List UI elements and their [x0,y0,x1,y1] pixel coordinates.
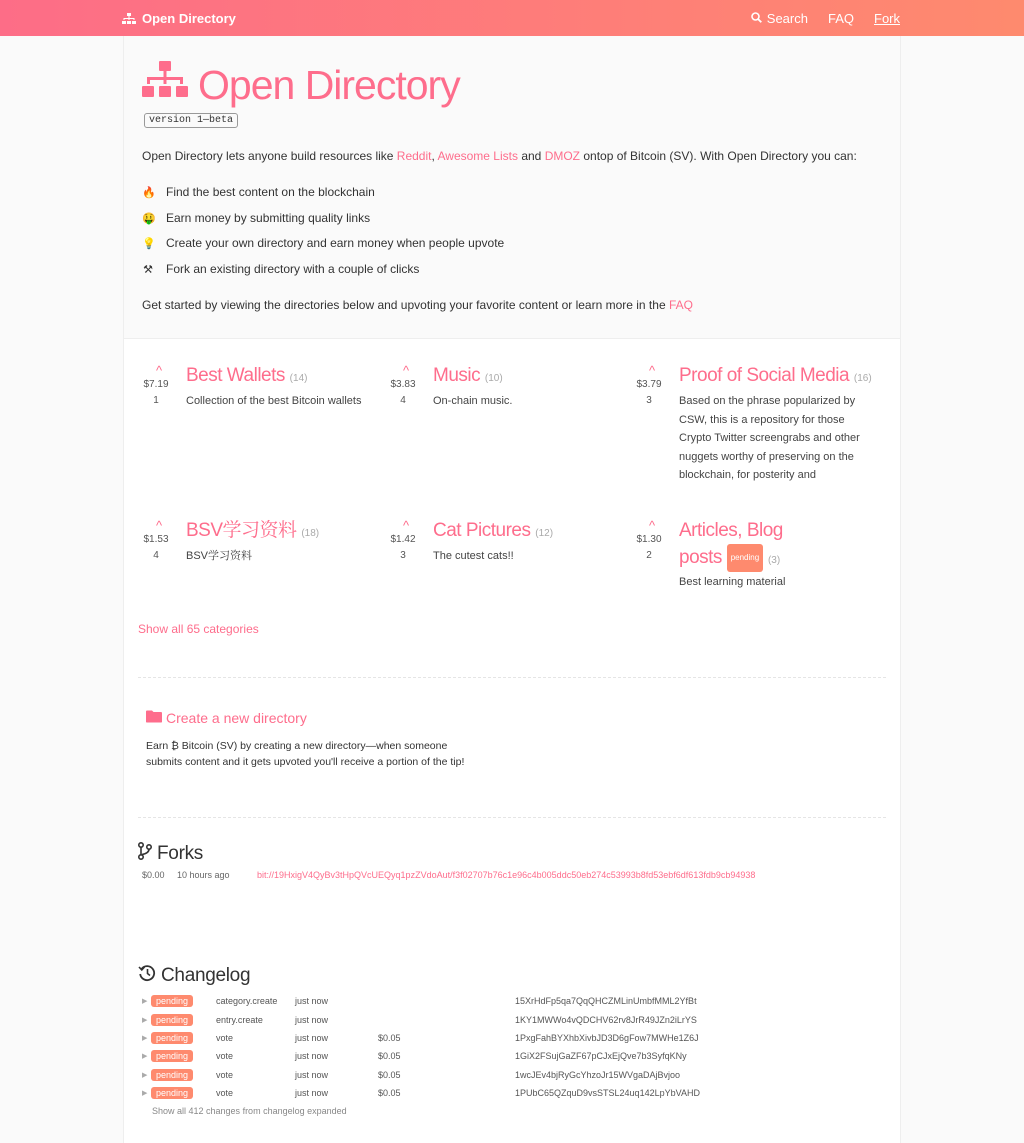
directory-price: $1.42 [390,534,416,545]
expand-icon[interactable]: ▶ [142,1035,148,1042]
directory-count: (14) [289,373,308,384]
create-directory-description: Earn ₿ Bitcoin (SV) by creating a new directory—when someone submits content and it gets upvoted you'll receive a portion of the tip! [146,740,465,768]
changelog-action: vote [216,1088,234,1098]
directory-description: The cutest cats!! [433,550,514,562]
directory-price: $3.83 [390,379,416,390]
expand-icon[interactable]: ▶ [142,1090,148,1097]
changelog-address: 1PxgFahBYXhbXivbJD3D6gFow7MWHe1Z6J [515,1033,699,1043]
directory-votes: 3 [400,550,406,561]
directory-title[interactable] [433,363,503,392]
dmoz-link[interactable]: DMOZ [544,149,581,163]
changelog-show-all-link[interactable]: Show all 412 changes from changelog expanded [152,1106,347,1116]
create-directory-title: Create a new directory [166,710,307,726]
expand-icon[interactable]: ▶ [142,998,148,1005]
directory-votes: 4 [153,550,159,561]
directory-price: $1.30 [636,534,662,545]
directory-price: $7.19 [143,379,169,390]
main-container [123,36,901,1143]
changelog-time: just now [295,1070,329,1080]
brand-label: Open Directory [142,11,236,26]
upvote-icon[interactable]: ^ [403,363,410,378]
changelog-row[interactable] [142,1014,902,1028]
directory-title-text: Cat Pictures [433,520,531,541]
directory-title[interactable] [433,518,553,547]
directory-title[interactable] [679,363,872,392]
directory-description: Collection of the best Bitcoin wallets [186,395,362,407]
search-label: Search [766,11,808,26]
changelog-address: 1wcJEv4bjRyGcYhzoJr15WVgaDAjBvjoo [515,1070,681,1080]
changelog-action: vote [216,1070,234,1080]
directory-count: (16) [853,373,872,384]
intro-and: and [517,149,545,163]
fork-link-url[interactable]: bit://19HxigV4QyBv3tHpQVcUEQyq1pzZVdoAut/f3f02707b76c1e96c4b005ddc50eb274c53993b8fd53ebf6df613fdb9cb94938 [257,870,756,880]
changelog-time: just now [295,1015,329,1025]
intro-text [142,149,857,163]
intro-prefix: Open Directory lets anyone build resources like [142,149,397,163]
changelog-row[interactable] [142,1050,902,1064]
faq-inline-link[interactable]: FAQ [668,298,693,312]
directory-title-text: BSV学习资料 [186,520,297,541]
search-link[interactable] [751,11,808,26]
changelog-action: vote [216,1051,234,1061]
directory-title[interactable] [186,363,307,392]
directory-count: (18) [301,528,320,539]
expand-icon[interactable]: ▶ [142,1053,148,1060]
status-badge: pending [151,1014,193,1026]
changelog-action: vote [216,1033,234,1043]
directory-description: Based on the phrase popularized by CSW, this is a repository for those Crypto Twitter screengrabs and other nuggets worthy of preserving on the blockchain, for posterity and [679,395,860,481]
folder-icon [146,710,162,726]
fork-amount: $0.00 [142,870,165,880]
sitemap-icon [122,13,136,25]
page-title-text: Open Directory [198,61,460,108]
status-badge: pending [151,1032,193,1044]
status-badge: pending [151,1087,193,1099]
directory-price: $1.53 [143,534,169,545]
feature-item [142,236,504,250]
directory-title-text: Music [433,365,481,386]
feature-text: Create your own directory and earn money when people upvote [166,236,505,250]
changelog-address: 1PUbC65QZquD9vsSTSL24uq142LpYbVAHD [515,1088,700,1098]
lightbulb-icon: 💡 [142,237,156,250]
changelog-amount: $0.05 [378,1033,401,1043]
directory-votes: 2 [646,550,652,561]
directory-votes: 3 [646,395,652,406]
feature-item [142,185,375,199]
directory-count: (10) [484,373,503,384]
changelog-time: just now [295,1051,329,1061]
feature-text: Earn money by submitting quality links [166,211,371,225]
money-face-icon: 🤑 [142,212,156,225]
intro-suffix: ontop of Bitcoin (SV). With Open Directory you can: [580,149,857,163]
get-started-text [142,298,693,312]
expand-icon[interactable]: ▶ [142,1017,148,1024]
changelog-amount: $0.05 [378,1088,401,1098]
directory-title[interactable] [186,518,319,547]
changelog-action: category.create [216,996,278,1006]
directory-description: BSV学习资料 [186,550,253,562]
fork-link[interactable]: Fork [874,11,900,26]
changelog-heading [138,964,250,988]
fire-icon: 🔥 [142,186,156,199]
reddit-link[interactable]: Reddit [396,149,432,163]
faq-link[interactable]: FAQ [827,11,854,26]
sitemap-icon [142,61,188,109]
changelog-time: just now [295,996,329,1006]
divider [138,677,886,678]
directory-title-text: Articles, Blog posts [679,520,783,569]
changelog-action: entry.create [216,1015,263,1025]
awesome-lists-link[interactable]: Awesome Lists [437,149,518,163]
directory-votes: 4 [400,395,406,406]
brand-link[interactable] [122,11,236,26]
directory-votes: 1 [153,395,159,406]
get-started-prefix: Get started by viewing the directories below and upvoting your favorite content or learn more in the [142,298,669,312]
changelog-row[interactable] [142,1032,902,1046]
show-all-categories-link[interactable]: Show all 65 categories [138,622,259,636]
directory-description: On-chain music. [433,395,513,407]
changelog-address: 15XrHdFp5qa7QqQHCZMLinUmbfMML2YfBt [515,996,697,1006]
changelog-heading-text: Changelog [161,965,251,986]
directory-title-text: Best Wallets [186,365,285,386]
changelog-amount: $0.05 [378,1070,401,1080]
directory-description: Best learning material [679,576,786,588]
forks-heading [138,842,203,866]
changelog-time: just now [295,1088,329,1098]
top-nav-bar [0,0,1024,36]
upvote-icon[interactable]: ^ [156,363,163,378]
fork-time: 10 hours ago [177,870,230,880]
version-badge: version 1—beta [144,113,238,128]
status-badge: pending [151,1069,193,1081]
directory-title-text: Proof of Social Media [679,365,850,386]
status-badge: pending [151,995,193,1007]
create-directory-link[interactable] [146,710,307,726]
directory-title[interactable] [679,518,799,574]
expand-icon[interactable]: ▶ [142,1072,148,1079]
changelog-row[interactable] [142,995,902,1009]
upvote-icon[interactable]: ^ [156,518,163,533]
changelog-time: just now [295,1033,329,1043]
upvote-icon[interactable]: ^ [649,518,656,533]
forks-heading-text: Forks [157,843,204,864]
code-fork-icon [138,842,152,866]
feature-text: Find the best content on the blockchain [166,185,375,199]
feature-item [142,211,370,225]
search-icon [751,11,762,26]
changelog-row[interactable] [142,1069,902,1083]
hero-section [124,36,900,339]
upvote-icon[interactable]: ^ [403,518,410,533]
pending-badge: pending [727,544,763,572]
changelog-row[interactable] [142,1087,902,1101]
directory-count: (12) [535,528,554,539]
changelog-amount: $0.05 [378,1051,401,1061]
upvote-icon[interactable]: ^ [649,363,656,378]
feature-item [142,262,419,276]
page-title [142,61,460,109]
intro-comma: , [431,149,438,163]
feature-text: Fork an existing directory with a couple of clicks [166,262,420,276]
changelog-address: 1GiX2FSujGaZF67pCJxEjQve7b3SyfqKNy [515,1051,687,1061]
hammer-pick-icon: ⚒ [143,263,153,276]
divider [138,817,886,818]
status-badge: pending [151,1050,193,1062]
directory-price: $3.79 [636,379,662,390]
directory-count: (3) [767,555,781,567]
history-icon [138,964,156,988]
changelog-address: 1KY1MWWo4vQDCHV62rv8JrR49JZn2iLrYS [515,1015,697,1025]
